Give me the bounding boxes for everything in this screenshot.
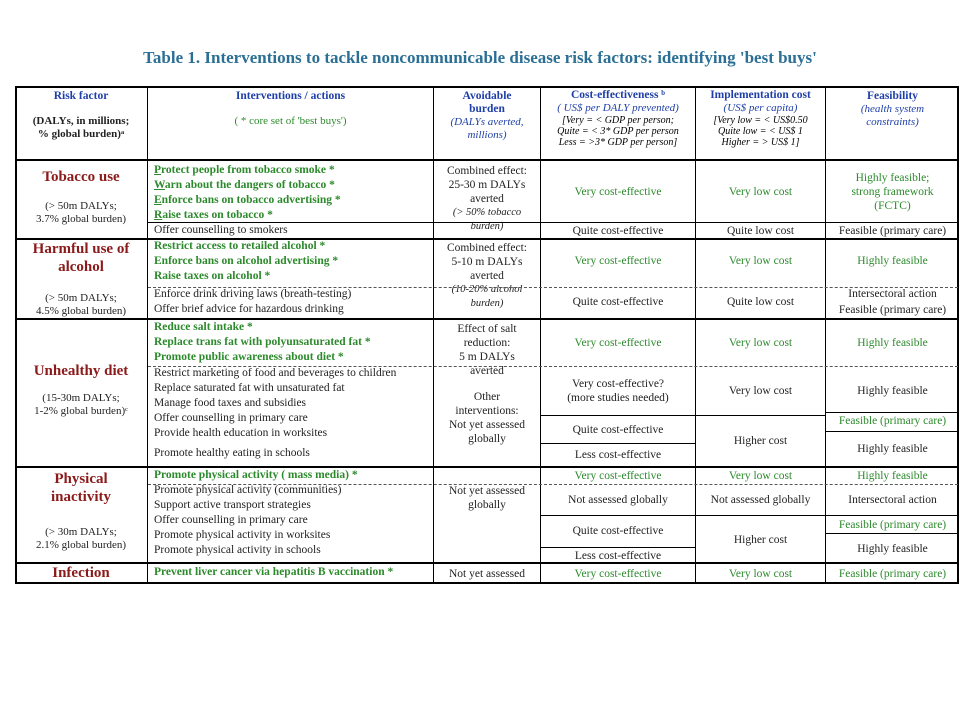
ce-physical-1: Very cost-effective [574,470,662,482]
row-sep [148,484,958,485]
header-interventions-sub: ( * core set of 'best buys') [234,115,347,127]
list-item: Offer counselling in primary care [154,412,308,424]
ic-physical-1: Very low cost [728,470,793,482]
header-impl-note1: [Very low = < US$0.50 [713,115,808,126]
feas-physical-3: Feasible (primary care) [838,518,947,531]
list-item: Replace trans fat with polyunsaturated fat * [154,336,371,348]
interventions-infection [148,565,433,583]
ce-diet-4: Less cost-effective [574,449,662,461]
ic-tobacco-2: Quite low cost [726,225,795,237]
list-item: Promote physical activity ( mass media) * [154,469,358,481]
risk-infection: Infection [52,565,110,581]
ce-diet-3: Quite cost-effective [572,423,664,436]
header-impl-title: Implementation cost [710,89,811,101]
interventions-diet [148,320,433,466]
row-sep [826,431,958,432]
burden-infection: Not yet assessed [448,567,525,580]
feas-diet-1: Highly feasible [857,336,928,349]
feas-alcohol-2: Intersectoral action Feasible (primary care) [838,287,947,316]
ce-physical-2: Not assessed globally [568,494,668,506]
list-item: Manage food taxes and subsidies [154,397,307,409]
list-item: Protect people from tobacco smoke * [154,164,335,176]
row-sep [541,515,958,516]
header-impl-note2: Quite low = < US$ 1 [718,126,803,137]
header-ce-note1: [Very = < GDP per person; [562,115,674,126]
row-sep-physical [15,562,959,564]
row-sep [696,415,825,416]
header-burden-sub1: (DALYs averted, [450,116,524,128]
list-item: Offer brief advice for hazardous drinking [154,303,344,315]
list-item: Raise taxes on alcohol * [154,270,271,282]
header-risk-sub1: (DALYs, in millions; [32,115,130,127]
ic-infection: Very low cost [728,567,793,580]
interventions-alcohol [148,239,433,319]
header-risk-factor [15,88,147,158]
list-item: Promote public awareness about diet * [154,351,344,363]
list-item: Support active transport strategies [154,499,311,511]
list-item: Enforce bans on alcohol advertising * [154,255,339,267]
header-ce-note3: Less = >3* GDP per person] [558,137,678,148]
row-sep-tobacco [15,238,959,240]
header-interventions-title: Interventions / actions [235,90,346,102]
burden-tobacco: Combined effect: 25-30 m DALYs averted (> 50% tobacco burden) [447,165,527,232]
burden-alcohol: Combined effect: 5-10 m DALYs averted (10-20% alcohol burden) [447,242,527,309]
risk-physical: Physical inactivity (> 30m DALYs; 2.1% global burden) [35,471,127,551]
ce-alcohol-1: Very cost-effective [574,255,662,267]
row-sep [541,443,695,444]
ce-tobacco-1: Very cost-effective [574,185,662,198]
feas-alcohol-1: Highly feasible [857,255,928,267]
interventions-tobacco [148,163,433,239]
header-risk-title: Risk factor [53,90,109,102]
header-impl-note3: Higher = > US$ 1] [721,137,800,148]
interventions-physical [148,468,433,563]
row-sep-alcohol [15,318,959,320]
list-item: Restrict marketing of food and beverages to children [154,367,397,379]
ic-diet-1: Very low cost [728,336,793,349]
list-item: Promote physical activity in schools [154,544,321,556]
header-feas-sub1: (health system [860,103,925,115]
feas-diet-2: Highly feasible [857,384,928,397]
list-item: Warn about the dangers of tobacco * [154,179,335,191]
list-item: Provide health education in worksites [154,427,328,439]
feas-diet-4: Highly feasible [857,442,928,455]
interventions-table [15,86,959,584]
list-item: Promote physical activity in worksites [154,529,331,541]
header-burden-title2: burden [469,103,505,115]
feas-tobacco-2: Feasible (primary care) [838,225,947,237]
header-implementation-cost [696,88,825,158]
ic-physical-3: Higher cost [733,533,788,546]
risk-tobacco [15,162,147,238]
ic-alcohol-1: Very low cost [728,255,793,267]
list-item: Raise taxes on tobacco * [154,209,273,221]
list-item: Enforce bans on tobacco advertising * [154,194,341,206]
header-burden-title1: Avoidable [462,90,512,102]
header-ce-note2: Quite = < 3* GDP per person [557,126,679,137]
header-interventions [148,88,433,158]
list-item: Offer counselling to smokers [154,224,288,236]
ce-tobacco-2: Quite cost-effective [572,225,664,237]
row-sep [541,415,695,416]
row-sep [148,287,958,288]
row-sep [826,412,958,413]
risk-alcohol: Harmful use of alcohol (> 50m DALYs; 4.5% global burden) [32,241,130,317]
ce-physical-4: Less cost-effective [574,549,662,562]
row-sep [826,533,958,534]
header-cost-effectiveness [541,88,695,158]
risk-tobacco-dalys: (> 50m DALYs; [45,200,117,212]
ce-diet-1: Very cost-effective [574,336,662,349]
list-item: Offer counselling in primary care [154,514,308,526]
header-burden [434,88,540,158]
header-feasibility [826,88,959,158]
feas-physical-4: Highly feasible [857,542,928,555]
list-item: Replace saturated fat with unsaturated fat [154,382,345,394]
header-ce-sub: ( US$ per DALY prevented) [557,102,679,114]
ce-infection: Very cost-effective [574,567,662,580]
row-sep [541,547,695,548]
ic-physical-2: Not assessed globally [710,494,811,506]
ic-diet-3: Higher cost [733,435,788,447]
risk-tobacco-name: Tobacco use [42,169,120,185]
table-border-bottom [15,582,959,584]
list-item: Promote healthy eating in schools [154,447,310,459]
risk-diet: Unhealthy diet (15-30m DALYs; 1-2% global burden)ᶜ [33,363,129,417]
table-title: Table 1. Interventions to tackle noncommunicable disease risk factors: identifying 'best buys' [143,48,817,67]
feas-tobacco-1: Highly feasible; strong framework (FCTC) [851,171,934,212]
header-ce-title: Cost-effectiveness ᵇ [570,89,666,101]
ic-alcohol-2: Quite low cost [726,295,795,308]
feas-physical-2: Intersectoral action [848,494,937,506]
feas-diet-3: Feasible (primary care) [838,415,947,427]
burden-physical: Not yet assessed globally [448,485,525,511]
list-item: Reduce salt intake * [154,321,253,333]
row-sep [148,366,958,367]
header-burden-sub2: millions) [467,129,507,141]
burden-diet: Effect of salt reduction: 5 m DALYs averted Other interventions: Not yet assessed globally [448,323,525,445]
row-sep-header [15,159,959,161]
header-feas-sub2: constraints) [866,116,919,128]
ic-tobacco-1: Very low cost [728,185,793,198]
list-item: Prevent liver cancer via hepatitis B vaccination * [154,566,394,578]
header-risk-sub2: % global burden)ᵃ [37,128,125,140]
list-item: Restrict access to retailed alcohol * [154,240,326,252]
list-item: Enforce drink driving laws (breath-testing) [154,288,352,300]
ce-physical-3: Quite cost-effective [572,525,664,537]
header-impl-sub: (US$ per capita) [723,102,798,114]
row-sep-diet [15,466,959,468]
ic-diet-2: Very low cost [728,384,793,397]
header-feas-title: Feasibility [866,90,919,102]
feas-physical-1: Highly feasible [857,470,928,482]
ce-alcohol-2: Quite cost-effective [572,295,664,308]
feas-infection: Feasible (primary care) [838,567,947,580]
table-border-top [15,86,959,88]
ce-diet-2: Very cost-effective? (more studies needed) [567,377,669,404]
row-sep [148,222,958,223]
risk-tobacco-burden: 3.7% global burden) [35,213,127,225]
list-item: Promote physical activity (communities) [154,484,342,496]
